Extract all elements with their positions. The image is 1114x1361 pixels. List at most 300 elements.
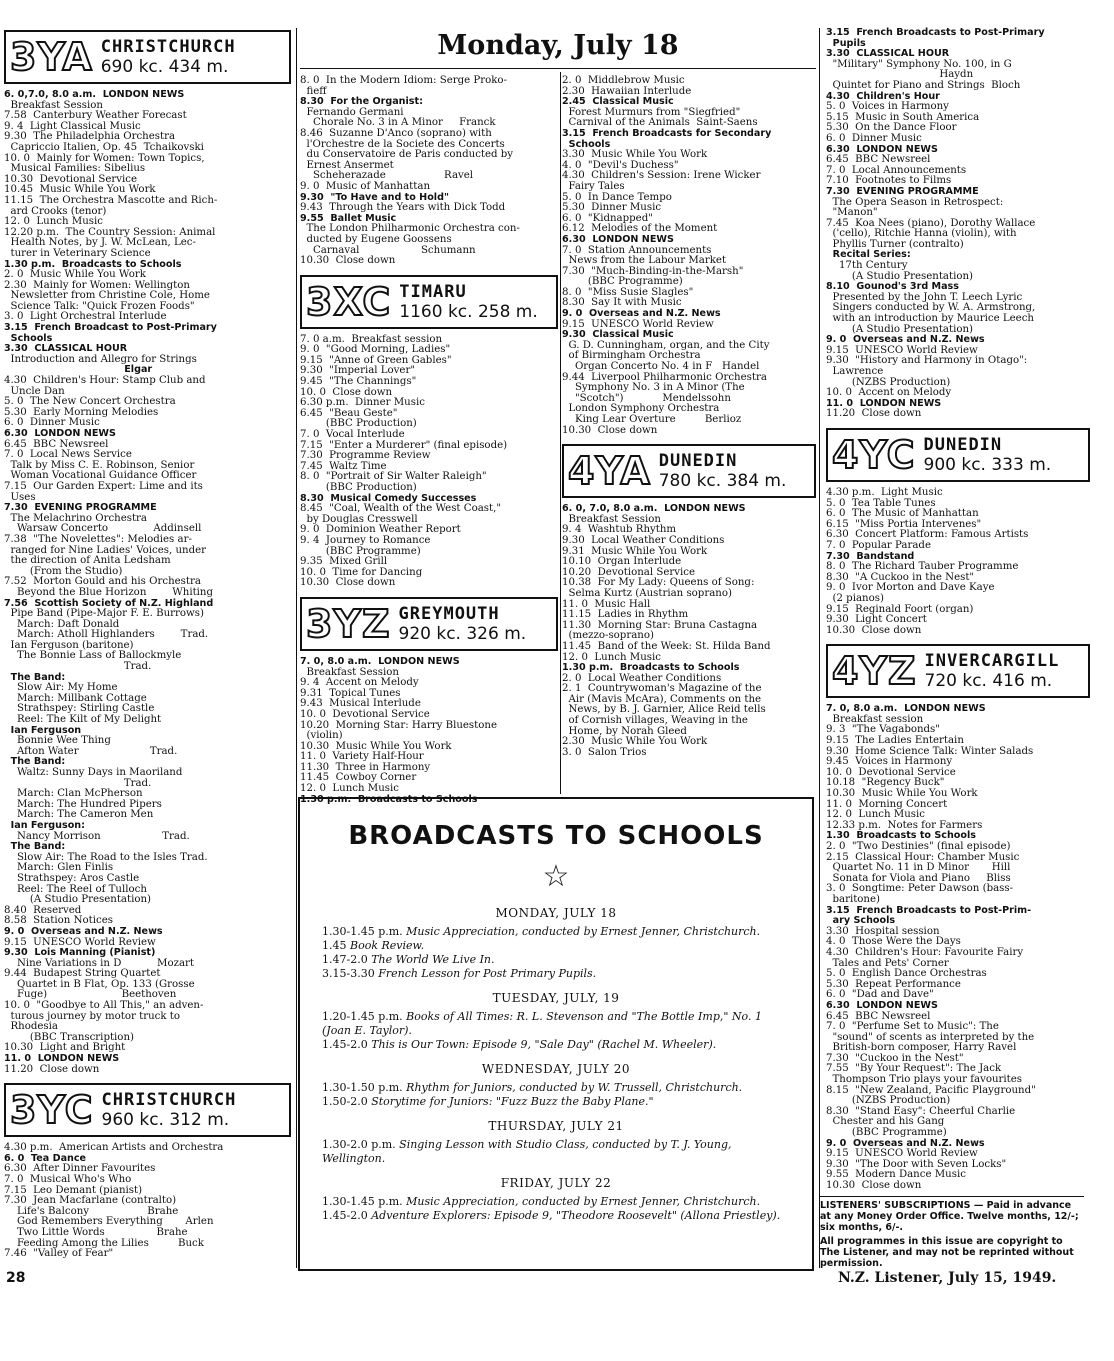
programme-line: 11. 0 Music Hall bbox=[562, 598, 651, 610]
programme-line: 9.30 Lois Manning (Pianist) bbox=[4, 947, 156, 959]
station-city: INVERCARGILL bbox=[924, 651, 1060, 672]
station-city: CHRISTCHURCH bbox=[101, 1090, 237, 1111]
schools-item-time: 1.50-2.0 bbox=[322, 1095, 368, 1108]
programme-line: Carnaval Schumann bbox=[300, 244, 476, 256]
programme-line: 3.15 French Broadcasts for Secondary bbox=[562, 127, 772, 139]
programme-line: Haydn bbox=[826, 69, 974, 81]
programme-line: (violin) bbox=[300, 730, 343, 742]
station-callsign: 4YA bbox=[568, 449, 651, 494]
schools-item-text: Music Appreciation, conducted by Ernest Jenner, Christchurch. bbox=[406, 1195, 761, 1208]
station-box-3yz bbox=[300, 597, 558, 651]
schools-item-text: This is Our Town: Episode 9, "Sale Day" (Rachel M. Wheeler). bbox=[371, 1038, 717, 1051]
programme-line: 1.30 Broadcasts to Schools bbox=[826, 830, 976, 842]
programme-line: 10.30 Close down bbox=[562, 424, 658, 436]
programme-line: Schools bbox=[4, 332, 53, 344]
programme-line: Pupils bbox=[826, 37, 866, 49]
page-title-text: Monday, July 18 bbox=[437, 30, 679, 61]
programme-line: 7.15 Our Garden Expert: Lime and its bbox=[4, 480, 203, 492]
programme-line: Forest Murmurs from "Siegfried" bbox=[562, 106, 741, 118]
programme-line: 2. 0 Middlebrow Music bbox=[562, 75, 685, 86]
programme-line: 7.30 "Much-Binding-in-the-Marsh" bbox=[562, 265, 744, 277]
schools-item-text: Rhythm for Juniors, conducted by W. Trussell, Christchurch. bbox=[406, 1081, 743, 1094]
programme-line: 6.30 LONDON NEWS bbox=[826, 143, 938, 155]
column-3 bbox=[562, 76, 816, 791]
programme-list bbox=[562, 76, 816, 436]
programme-line: 7.56 Scottish Society of N.Z. Highland bbox=[4, 597, 214, 609]
programme-line: Recital Series: bbox=[826, 249, 911, 261]
programme-line: Thompson Trio plays your favourites bbox=[826, 1074, 1023, 1086]
programme-line: Life's Balcony Brahe bbox=[4, 1205, 179, 1217]
schools-day-heading: MONDAY, JULY 18 bbox=[495, 906, 617, 920]
station-box-3yc bbox=[4, 1083, 291, 1137]
programme-line: (BBC Programme) bbox=[562, 276, 683, 288]
programme-line: 8. 0 The Richard Tauber Programme bbox=[826, 561, 1019, 573]
programme-line: Reel: The Reel of Tulloch bbox=[4, 883, 147, 895]
schools-item bbox=[300, 1010, 812, 1038]
programme-line: 10.30 Close down bbox=[300, 577, 396, 589]
programme-line: 6. 0 Dinner Music bbox=[826, 132, 922, 144]
programme-line: Fernando Germani bbox=[300, 106, 404, 118]
programme-list bbox=[562, 504, 816, 758]
programme-line: 6. 0 The Music of Manhattan bbox=[826, 508, 979, 520]
programme-line: Schools bbox=[562, 138, 611, 150]
schools-item bbox=[300, 1195, 812, 1209]
programme-line: of Birmingham Orchestra bbox=[562, 350, 701, 362]
programme-line: Reel: The Kilt of My Delight bbox=[4, 714, 162, 726]
programme-line: 6.12 Melodies of the Moment bbox=[562, 223, 718, 235]
programme-line: 7. 0 Local News Service bbox=[4, 449, 132, 461]
programme-line: 8.58 Station Notices bbox=[4, 915, 113, 927]
programme-line: 5.30 Dinner Music bbox=[562, 202, 662, 214]
programme-line: (BBC Programme) bbox=[300, 545, 421, 557]
programme-line: Uncle Dan bbox=[4, 385, 65, 397]
programme-line: Strathspey: Stirling Castle bbox=[4, 703, 155, 715]
programme-line: 11.20 Close down bbox=[4, 1063, 100, 1075]
station-frequency: 960 kc. 312 m. bbox=[101, 1110, 230, 1131]
programme-line: the direction of Anita Ledsham bbox=[4, 555, 171, 567]
programme-line: Ian Ferguson (baritone) bbox=[4, 639, 134, 651]
programme-line: 6.30 p.m. Dinner Music bbox=[300, 397, 425, 409]
programme-line: Fairy Tales bbox=[562, 180, 625, 192]
programme-line: by Douglas Cresswell bbox=[300, 513, 418, 525]
programme-line: 11. 0 LONDON NEWS bbox=[826, 397, 942, 409]
programme-line: 7.30 Bandstand bbox=[826, 550, 915, 562]
programme-line: 7. 0 Musical Who's Who bbox=[4, 1174, 132, 1185]
station-frequency: 720 kc. 416 m. bbox=[924, 671, 1053, 692]
programme-line: (From the Studio) bbox=[4, 565, 123, 577]
programme-line: (BBC Production) bbox=[300, 482, 417, 493]
programme-line: 7.30 EVENING PROGRAMME bbox=[826, 185, 979, 197]
programme-line: 9. 4 Journey to Romance bbox=[300, 534, 431, 546]
programme-line: 8. 0 "Portrait of Sir Walter Raleigh" bbox=[300, 471, 487, 483]
programme-line: 9.45 "The Channings" bbox=[300, 376, 417, 388]
programme-line: 4.30 p.m. Light Music bbox=[826, 486, 943, 498]
programme-line: March: Daft Donald bbox=[4, 618, 120, 630]
programme-line: The Band: bbox=[4, 671, 66, 683]
programme-line: 2. 0 Local Weather Conditions bbox=[562, 672, 722, 684]
station-frequency: 690 kc. 434 m. bbox=[100, 57, 229, 77]
station-callsign: 3XC bbox=[306, 279, 392, 324]
programme-line: 7. 0 Popular Parade bbox=[826, 539, 931, 551]
programme-line: 9. 0 Ivor Morton and Dave Kaye bbox=[826, 582, 995, 594]
programme-line: 3.15 French Broadcast to Post-Primary bbox=[4, 322, 217, 334]
schools-item-time: 1.45-2.0 bbox=[322, 1038, 368, 1051]
programme-line: Symphony No. 3 in A Minor (The bbox=[562, 382, 745, 394]
programme-line: Afton Water Trad. bbox=[4, 745, 178, 757]
schools-item bbox=[300, 1138, 812, 1166]
programme-line: 9.43 Through the Years with Dick Todd bbox=[300, 202, 506, 214]
programme-line: 10.30 Light and Bright bbox=[4, 1042, 126, 1054]
programme-line: (2 pianos) bbox=[826, 592, 884, 604]
programme-list bbox=[4, 90, 291, 1075]
subscriptions-text: LISTENERS' SUBSCRIPTIONS — Paid in advance at any Money Order Office. Twelve months, 12/-; six months, 6/-. bbox=[820, 1200, 1079, 1233]
column-1 bbox=[4, 28, 291, 1283]
station-callsign: 4YZ bbox=[832, 649, 917, 694]
programme-line: 3. 0 Salon Trios bbox=[562, 746, 647, 758]
programme-line: 7. 0 a.m. Breakfast session bbox=[300, 333, 443, 345]
programme-line: "Military" Symphony No. 100, in G bbox=[826, 58, 1012, 70]
programme-line: 17th Century bbox=[826, 260, 908, 272]
schools-item-time: 1.30-2.0 p.m. bbox=[322, 1138, 396, 1151]
schools-item-time: 1.30-1.45 p.m. bbox=[322, 925, 403, 938]
station-frequency: 900 kc. 333 m. bbox=[923, 454, 1052, 475]
programme-line: 10.30 Close down bbox=[826, 624, 922, 636]
programme-line: (BBC Transcription) bbox=[4, 1031, 134, 1043]
programme-line: 8.46 Suzanne D'Anco (soprano) with bbox=[300, 127, 492, 139]
programme-line: 10. 0 Mainly for Women: Town Topics, bbox=[4, 152, 205, 164]
programme-line: Trad. bbox=[4, 777, 152, 789]
programme-line: (BBC Programme) bbox=[826, 1127, 947, 1139]
programme-line: 10. 0 Devotional Service bbox=[826, 766, 956, 778]
schools-day-heading: WEDNESDAY, JULY 20 bbox=[481, 1062, 631, 1076]
programme-line: 7.30 EVENING PROGRAMME bbox=[4, 502, 157, 514]
programme-line: 9.45 Voices in Harmony bbox=[826, 756, 953, 768]
station-city: GREYMOUTH bbox=[398, 603, 500, 624]
programme-line: Breakfast session bbox=[826, 713, 924, 725]
programme-line: King Lear Overture Berlioz bbox=[562, 414, 742, 425]
programme-line: 8.15 "New Zealand, Pacific Playground" bbox=[826, 1084, 1036, 1096]
programme-line: Elgar bbox=[4, 364, 153, 376]
copyright-text: All programmes in this issue are copyright to The Listener, and may not be reprinted without permission. bbox=[820, 1236, 1074, 1269]
station-box-4yc bbox=[826, 428, 1090, 482]
programme-line: Nancy Morrison Trad. bbox=[4, 830, 190, 842]
programme-line: 10.10 Organ Interlude bbox=[562, 556, 682, 568]
programme-line: 1.30 p.m. Broadcasts to Schools bbox=[4, 258, 182, 270]
programme-line: 9. 4 Accent on Melody bbox=[300, 677, 419, 689]
programme-line: Newsletter from Christine Cole, Home bbox=[4, 290, 210, 302]
column-2 bbox=[300, 75, 558, 805]
programme-line: Scheherazade Ravel bbox=[300, 170, 474, 182]
star-icon: ☆ bbox=[542, 859, 570, 894]
programme-line: 9.30 "Imperial Lover" bbox=[300, 365, 416, 377]
programme-line: 6.30 LONDON NEWS bbox=[562, 233, 674, 245]
programme-line: 5. 0 Voices in Harmony bbox=[826, 101, 949, 113]
schools-title: BROADCASTS TO SCHOOLS bbox=[348, 821, 764, 851]
programme-line: Chorale No. 3 in A Minor Franck bbox=[300, 117, 496, 129]
programme-line: 9.15 UNESCO World Review bbox=[826, 1148, 978, 1160]
programme-list bbox=[826, 488, 1090, 636]
programme-line: ary Schools bbox=[826, 915, 896, 927]
programme-line: Uses bbox=[4, 491, 36, 503]
programme-line: 8. 0 In the Modern Idiom: Serge Proko- bbox=[300, 75, 507, 86]
programme-line: Musical Families: Sibelius bbox=[4, 163, 146, 175]
station-info bbox=[395, 599, 556, 649]
programme-line: 10. 0 Time for Dancing bbox=[300, 566, 423, 578]
programme-line: 4.30 Children's Hour: Favourite Fairy bbox=[826, 946, 1024, 958]
programme-line: 9.55 Modern Dance Music bbox=[826, 1169, 966, 1181]
programme-line: 10.30 Close down bbox=[300, 255, 396, 267]
programme-line: Ian Ferguson: bbox=[4, 819, 85, 831]
programme-line: 2.30 Mainly for Women: Wellington bbox=[4, 279, 190, 291]
programme-line: 9.55 Ballet Music bbox=[300, 212, 397, 224]
programme-list bbox=[4, 1143, 291, 1260]
schools-item-time: 1.30-1.45 p.m. bbox=[322, 1195, 403, 1208]
programme-line: 7. 0, 8.0 a.m. LONDON NEWS bbox=[826, 703, 986, 715]
schools-item-time: 1.47-2.0 bbox=[322, 953, 368, 966]
programme-line: Bonnie Wee Thing bbox=[4, 735, 111, 747]
programme-line: (NZBS Production) bbox=[826, 376, 951, 388]
programme-line: 7.52 Morton Gould and his Orchestra bbox=[4, 576, 201, 588]
schools-item-time: 1.45 bbox=[322, 939, 347, 952]
programme-line: 7.30 "Cuckoo in the Nest" bbox=[826, 1052, 964, 1064]
programme-line: Home, by Norah Gleed bbox=[562, 725, 687, 737]
programme-line: 4. 0 "Devil's Duchess" bbox=[562, 159, 679, 171]
programme-line: March: Atholl Highlanders Trad. bbox=[4, 629, 209, 641]
schools-day-heading: FRIDAY, JULY 22 bbox=[500, 1176, 612, 1190]
programme-line: 10.18 "Regency Buck" bbox=[826, 777, 945, 789]
programme-line: Health Notes, by J. W. McLean, Lec- bbox=[4, 237, 196, 249]
programme-line: March: Glen Finlis bbox=[4, 862, 114, 874]
programme-line: 9.30 "To Have and to Hold" bbox=[300, 191, 449, 203]
programme-line: Warsaw Concerto Addinsell bbox=[4, 523, 202, 535]
programme-line: 10. 0 Close down bbox=[300, 386, 393, 398]
programme-line: 9.31 Topical Tunes bbox=[300, 687, 401, 699]
programme-line: 9.31 Music While You Work bbox=[562, 545, 708, 557]
programme-line: 10.30 Music While You Work bbox=[300, 740, 452, 752]
station-callsign: 3YC bbox=[10, 1088, 94, 1133]
programme-line: 10. 0 Devotional Service bbox=[300, 708, 430, 720]
programme-line: Nine Variations in D Mozart bbox=[4, 957, 194, 969]
programme-line: 4. 0 Those Were the Days bbox=[826, 936, 961, 948]
programme-line: Beyond the Blue Horizon Whiting bbox=[4, 586, 214, 598]
schools-item bbox=[300, 1095, 812, 1109]
programme-line: 6.30 LONDON NEWS bbox=[826, 999, 938, 1011]
programme-line: 11.20 Close down bbox=[826, 408, 922, 420]
station-info bbox=[655, 446, 814, 496]
station-city: CHRISTCHURCH bbox=[100, 37, 236, 57]
programme-line: 9.30 "History and Harmony in Otago": bbox=[826, 355, 1028, 367]
programme-line: 11.30 Three in Harmony bbox=[300, 761, 431, 773]
programme-line: with an introduction by Maurice Leech bbox=[826, 313, 1034, 325]
programme-line: 2.45 Classical Music bbox=[562, 96, 674, 108]
programme-line: "sound" of scents as interpreted by the bbox=[826, 1031, 1035, 1043]
programme-line: Slow Air: My Home bbox=[4, 682, 118, 694]
programme-line: Presented by the John T. Leech Lyric bbox=[826, 291, 1023, 303]
station-frequency: 920 kc. 326 m. bbox=[398, 623, 527, 644]
programme-line: 1.30 p.m. Broadcasts to Schools bbox=[562, 662, 740, 674]
schools-item-text: Storytime for Juniors: "Fuzz Buzz the Baby Plane." bbox=[371, 1095, 654, 1108]
programme-line: 7.30 Programme Review bbox=[300, 450, 431, 462]
programme-line: Selma Kurtz (Austrian soprano) bbox=[562, 587, 732, 599]
programme-line: 11. 0 Variety Half-Hour bbox=[300, 751, 424, 763]
programme-line: 10.30 Devotional Service bbox=[4, 173, 137, 185]
programme-line: 2.30 Music While You Work bbox=[562, 736, 708, 748]
programme-line: fieff bbox=[300, 85, 327, 97]
programme-line: 11.45 Band of the Week: St. Hilda Band bbox=[562, 640, 771, 652]
schools-day-heading: TUESDAY, JULY, 19 bbox=[492, 991, 620, 1005]
programme-line: Rhodesia bbox=[4, 1021, 58, 1033]
programme-line: 9.15 UNESCO World Review bbox=[4, 936, 156, 948]
programme-line: 7. 0 "Perfume Set to Music": The bbox=[826, 1021, 999, 1033]
programme-line: 9.30 "The Door with Seven Locks" bbox=[826, 1158, 1007, 1170]
programme-line: 5. 0 Tea Table Tunes bbox=[826, 497, 936, 509]
page-number: 28 bbox=[6, 1270, 26, 1286]
programme-line: 5.30 Repeat Performance bbox=[826, 978, 961, 990]
programme-line: The Opera Season in Retrospect: bbox=[826, 196, 1004, 208]
programme-line: "Manon" bbox=[826, 207, 878, 219]
programme-line: 6.45 BBC Newsreel bbox=[826, 154, 931, 166]
programme-line: 9. 0 Music of Manhattan bbox=[300, 180, 431, 192]
programme-line: ard Crooks (tenor) bbox=[4, 205, 107, 217]
programme-line: 8.30 Say It with Music bbox=[562, 297, 682, 309]
schools-item bbox=[300, 1038, 812, 1052]
station-box-3ya bbox=[4, 30, 291, 84]
column-4 bbox=[826, 28, 1090, 1193]
schools-item bbox=[300, 925, 812, 939]
programme-line: 9.15 UNESCO World Review bbox=[826, 344, 978, 356]
programme-line: 7.38 "The Novelettes": Melodies ar- bbox=[4, 533, 192, 545]
station-box-4yz bbox=[826, 644, 1090, 698]
programme-line: March: Clan McPherson bbox=[4, 788, 143, 800]
programme-line: 4.30 Children's Hour bbox=[826, 90, 940, 102]
programme-line: The Melachrino Orchestra bbox=[4, 512, 148, 524]
station-info bbox=[921, 646, 1088, 696]
programme-line: 6.30 After Dinner Favourites bbox=[4, 1163, 156, 1175]
programme-line: 9. 0 "Good Morning, Ladies" bbox=[300, 344, 451, 356]
programme-line: ('cello), Ritchie Hanna (violin), with bbox=[826, 228, 1017, 240]
programme-line: 3.30 Hospital session bbox=[826, 925, 940, 937]
station-info bbox=[98, 1085, 290, 1135]
programme-line: Capriccio Italien, Op. 45 Tchaikovski bbox=[4, 141, 204, 153]
programme-line: 9.30 The Philadelphia Orchestra bbox=[4, 131, 176, 143]
programme-line: 5.15 Music in South America bbox=[826, 111, 980, 123]
programme-line: turer in Veterinary Science bbox=[4, 247, 151, 259]
programme-line: 6.30 Concert Platform: Famous Artists bbox=[826, 529, 1029, 541]
programme-line: 7.58 Canterbury Weather Forecast bbox=[4, 110, 187, 122]
station-box-4ya bbox=[562, 444, 816, 498]
column-rule bbox=[560, 72, 561, 794]
station-callsign: 3YA bbox=[10, 35, 93, 79]
programme-line: Organ Concerto No. 4 in F Handel bbox=[562, 361, 760, 373]
programme-line: London Symphony Orchestra bbox=[562, 403, 720, 415]
programme-line: The London Philharmonic Orchestra con- bbox=[300, 223, 520, 235]
programme-line: (mezzo-soprano) bbox=[562, 630, 654, 642]
programme-line: 8.30 "Stand Easy": Cheerful Charlie bbox=[826, 1105, 1016, 1117]
schools-item-text: Book Review. bbox=[350, 939, 425, 952]
schools-item bbox=[300, 1209, 812, 1223]
programme-line: baritone) bbox=[826, 893, 880, 905]
programme-line: 6. 0 "Dad and Dave" bbox=[826, 989, 934, 1001]
programme-line: 4.30 Children's Session: Irene Wicker bbox=[562, 170, 761, 182]
programme-line: March: The Cameron Men bbox=[4, 809, 154, 821]
column-rule bbox=[296, 28, 297, 1268]
station-box-3xc bbox=[300, 275, 558, 329]
programme-line: 7.46 "Valley of Fear" bbox=[4, 1248, 114, 1260]
programme-line: ducted by Eugene Goossens bbox=[300, 233, 452, 245]
programme-line: 9.15 UNESCO World Review bbox=[562, 318, 714, 330]
programme-line: 12.33 p.m. Notes for Farmers bbox=[826, 819, 983, 831]
schools-item-time: 1.30-1.50 p.m. bbox=[322, 1081, 403, 1094]
programme-line: 12. 0 Lunch Music bbox=[4, 216, 103, 228]
programme-line: 9.30 Light Concert bbox=[826, 614, 927, 626]
programme-line: Waltz: Sunny Days in Maoriland bbox=[4, 767, 183, 778]
schools-item-time: 1.45-2.0 bbox=[322, 1209, 368, 1222]
programme-line: Lawrence bbox=[826, 366, 884, 377]
programme-line: 9. 0 Dominion Weather Report bbox=[300, 524, 461, 536]
programme-line: 9.15 The Ladies Entertain bbox=[826, 735, 964, 747]
programme-line: 4.30 Children's Hour: Stamp Club and bbox=[4, 375, 206, 387]
programme-line: Ernest Ansermet bbox=[300, 159, 394, 171]
programme-line: 9.30 Local Weather Conditions bbox=[562, 534, 725, 546]
programme-line: of Cornish villages, Weaving in the bbox=[562, 715, 748, 727]
programme-line: Woman Vocational Guidance Officer bbox=[4, 470, 197, 482]
programme-line: 11. 0 Morning Concert bbox=[826, 798, 948, 810]
programme-line: Two Little Words Brahe bbox=[4, 1226, 188, 1238]
programme-line: 5.30 On the Dance Floor bbox=[826, 122, 957, 134]
schools-item-text: French Lesson for Post Primary Pupils. bbox=[378, 967, 597, 980]
station-frequency: 1160 kc. 258 m. bbox=[399, 301, 538, 322]
programme-line: Breakfast Session bbox=[562, 513, 661, 525]
programme-line: 12. 0 Lunch Music bbox=[826, 809, 925, 821]
programme-line: The Band: bbox=[4, 756, 66, 768]
programme-line: 9. 0 Overseas and N.Z. News bbox=[826, 334, 985, 346]
programme-line: 1.30 p.m. Broadcasts to Schools bbox=[300, 793, 478, 805]
schools-item bbox=[300, 953, 812, 967]
programme-line: 9. 4 Washtub Rhythm bbox=[562, 524, 677, 536]
programme-line: 9. 0 Overseas and N.Z. News bbox=[826, 1137, 985, 1149]
programme-line: 7. 0 Station Announcements bbox=[562, 244, 712, 256]
schools-item-text: Adventure Explorers: Episode 9, "Theodore Roosevelt" (Allona Priestley). bbox=[371, 1209, 781, 1222]
programme-line: (A Studio Presentation) bbox=[4, 894, 152, 906]
programme-line: 8. 0 "Miss Susie Slagles" bbox=[562, 286, 694, 298]
programme-line: 8.30 Musical Comedy Successes bbox=[300, 492, 477, 504]
programme-line: 3.15 French Broadcasts to Post-Prim- bbox=[826, 904, 1032, 916]
programme-line: "Scotch") Mendelssohn bbox=[562, 392, 731, 404]
programme-list bbox=[300, 76, 558, 267]
page-title bbox=[300, 30, 816, 69]
programme-line: 9.44 Liverpool Philharmonic Orchestra bbox=[562, 371, 767, 383]
programme-line: 12. 0 Lunch Music bbox=[562, 651, 661, 663]
programme-list bbox=[300, 657, 558, 805]
programme-line: 2. 0 "Two Destinies" (final episode) bbox=[826, 841, 1011, 852]
programme-line: 9.15 Reginald Foort (organ) bbox=[826, 603, 974, 615]
schools-item-text: Singing Lesson with Studio Class, conducted by T. J. Young, Wellington. bbox=[322, 1138, 732, 1165]
programme-line: 11.45 Cowboy Corner bbox=[300, 772, 417, 784]
programme-line: News, by B. J. Garnier, Alice Reid tells bbox=[562, 704, 766, 716]
programme-line: 11. 0 LONDON NEWS bbox=[4, 1053, 120, 1065]
schools-item-text: Music Appreciation, conducted by Ernest Jenner, Christchurch. bbox=[406, 925, 761, 938]
programme-line: 10. 0 Accent on Melody bbox=[826, 387, 952, 399]
station-city: DUNEDIN bbox=[923, 434, 1003, 455]
programme-line: 9.35 Mixed Grill bbox=[300, 556, 388, 568]
programme-line: 2. 1 Countrywoman's Magazine of the bbox=[562, 683, 762, 695]
programme-line: Quartet in B Flat, Op. 133 (Grosse bbox=[4, 978, 195, 990]
programme-line: 4.30 p.m. American Artists and Orchestra bbox=[4, 1142, 224, 1154]
schools-item-time: 1.20-1.45 p.m. bbox=[322, 1010, 403, 1023]
programme-line: 7.10 Footnotes to Films bbox=[826, 175, 952, 187]
programme-line: 9. 0 Overseas and N.Z. News bbox=[562, 308, 721, 320]
schools-schedule bbox=[300, 906, 812, 1223]
